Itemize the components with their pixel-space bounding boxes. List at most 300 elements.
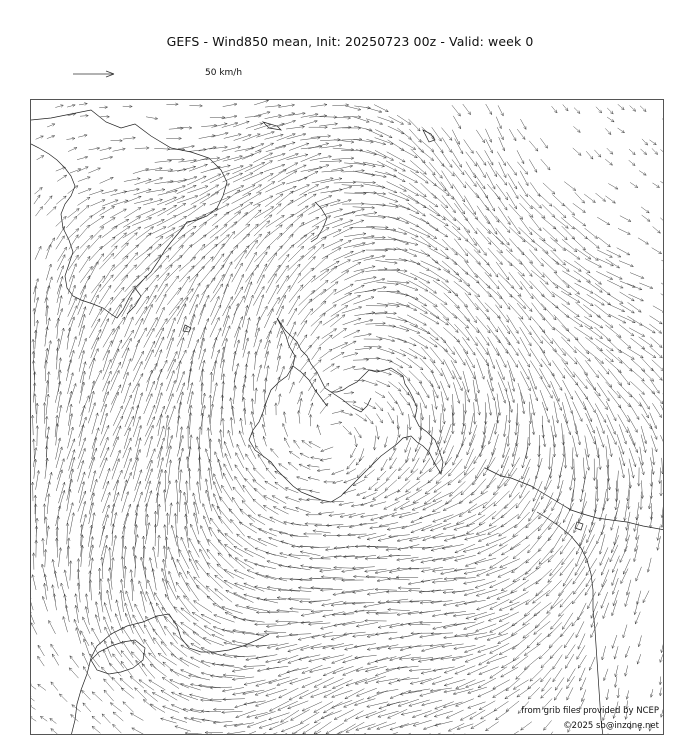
wind-arrow bbox=[35, 246, 41, 260]
wind-arrow bbox=[442, 404, 446, 424]
wind-arrow bbox=[211, 184, 230, 196]
wind-arrow bbox=[348, 733, 366, 735]
wind-arrow bbox=[253, 286, 264, 305]
wind-arrow bbox=[438, 734, 454, 735]
wind-arrow bbox=[478, 678, 496, 688]
wind-arrow bbox=[353, 405, 364, 410]
wind-arrow bbox=[289, 554, 310, 557]
wind-arrow bbox=[409, 700, 430, 707]
wind-arrow bbox=[265, 104, 281, 107]
wind-arrow bbox=[344, 233, 366, 237]
wind-arrow bbox=[397, 401, 404, 415]
wind-arrow bbox=[104, 679, 114, 691]
wind-arrow bbox=[224, 580, 244, 590]
wind-arrow bbox=[297, 205, 315, 218]
wind-arrow bbox=[542, 250, 558, 265]
wind-arrow bbox=[424, 709, 443, 717]
wind-arrow bbox=[487, 184, 500, 199]
wind-arrow bbox=[234, 570, 254, 579]
wind-arrow bbox=[643, 591, 649, 603]
wind-arrow bbox=[180, 572, 191, 591]
wind-arrow bbox=[31, 717, 36, 722]
wind-arrow bbox=[552, 391, 561, 411]
wind-arrow bbox=[56, 236, 65, 250]
wind-arrow bbox=[154, 148, 170, 151]
wind-arrow bbox=[234, 246, 249, 262]
wind-arrow bbox=[398, 467, 410, 479]
wind-arrow bbox=[485, 205, 499, 222]
wind-arrow bbox=[269, 677, 290, 684]
reference-arrow-icon bbox=[72, 66, 122, 82]
wind-arrow bbox=[56, 447, 63, 468]
wind-arrow bbox=[101, 413, 108, 434]
wind-arrow bbox=[520, 479, 530, 499]
wind-arrow bbox=[47, 372, 50, 393]
wind-arrow bbox=[240, 418, 244, 435]
wind-arrow bbox=[43, 403, 46, 424]
wind-arrow bbox=[397, 283, 418, 291]
wind-arrow bbox=[356, 622, 378, 627]
wind-arrow bbox=[122, 188, 139, 192]
wind-arrow bbox=[212, 244, 225, 262]
wind-arrow bbox=[343, 169, 365, 172]
wind-arrow bbox=[99, 592, 103, 613]
wind-arrow bbox=[428, 415, 431, 433]
wind-arrow bbox=[474, 173, 486, 189]
wind-arrow bbox=[441, 368, 450, 388]
wind-arrow bbox=[222, 231, 235, 249]
wind-arrow bbox=[34, 195, 40, 204]
wind-arrow bbox=[67, 104, 75, 107]
wind-arrow bbox=[512, 635, 529, 649]
wind-arrow bbox=[398, 699, 419, 706]
wind-arrow bbox=[529, 141, 538, 151]
wind-arrow bbox=[64, 570, 69, 589]
wind-arrow bbox=[342, 203, 364, 206]
wind-arrow bbox=[210, 296, 219, 316]
wind-arrow bbox=[593, 459, 596, 481]
wind-arrow bbox=[69, 457, 75, 478]
wind-arrow bbox=[398, 173, 418, 183]
wind-arrow bbox=[476, 151, 486, 165]
wind-arrow bbox=[647, 558, 651, 572]
wind-arrow bbox=[476, 130, 485, 143]
wind-arrow bbox=[506, 678, 520, 690]
wind-arrow bbox=[517, 162, 527, 175]
wind-arrow bbox=[310, 490, 320, 493]
wind-arrow bbox=[440, 381, 448, 400]
wind-arrow bbox=[499, 602, 519, 611]
wind-arrow bbox=[113, 148, 126, 151]
wind-arrow bbox=[319, 335, 332, 346]
wind-arrow bbox=[616, 471, 619, 492]
wind-arrow bbox=[162, 677, 179, 688]
wind-arrow bbox=[331, 633, 352, 640]
wind-arrow bbox=[342, 185, 364, 188]
wind-arrow bbox=[83, 703, 91, 712]
wind-arrow bbox=[410, 546, 432, 549]
wind-arrow bbox=[543, 183, 555, 194]
wind-arrow bbox=[488, 394, 492, 416]
wind-arrow bbox=[578, 655, 586, 668]
wind-arrow bbox=[535, 613, 551, 628]
wind-arrow bbox=[620, 216, 631, 222]
wind-arrow bbox=[231, 519, 245, 536]
wind-arrow bbox=[597, 383, 609, 401]
wind-arrow bbox=[476, 589, 497, 596]
wind-arrow bbox=[517, 687, 531, 697]
wind-arrow bbox=[113, 416, 123, 436]
wind-arrow bbox=[507, 315, 519, 334]
wind-arrow bbox=[102, 200, 118, 206]
wind-arrow bbox=[232, 677, 254, 681]
wind-arrow bbox=[184, 526, 189, 548]
wind-arrow bbox=[453, 445, 462, 465]
wind-arrow bbox=[88, 235, 101, 249]
wind-arrow bbox=[252, 374, 255, 391]
wind-arrow bbox=[334, 181, 356, 184]
wind-arrow bbox=[341, 262, 360, 273]
wind-arrow bbox=[629, 149, 635, 155]
wind-arrow bbox=[109, 547, 112, 569]
wind-arrow bbox=[661, 283, 664, 290]
wind-arrow bbox=[201, 710, 221, 713]
wind-arrow bbox=[409, 589, 431, 592]
wind-arrow bbox=[617, 688, 620, 698]
wind-arrow bbox=[343, 657, 364, 664]
wind-arrow bbox=[377, 689, 399, 694]
wind-arrow bbox=[624, 502, 628, 521]
wind-arrow bbox=[100, 437, 108, 458]
wind-arrow bbox=[283, 412, 286, 424]
map-panel[interactable] bbox=[30, 99, 664, 735]
wind-arrow bbox=[189, 235, 207, 248]
wind-arrow bbox=[565, 393, 573, 414]
wind-arrow bbox=[90, 558, 94, 580]
wind-arrow bbox=[444, 424, 451, 443]
wind-arrow bbox=[495, 193, 507, 210]
wind-arrow bbox=[32, 575, 36, 590]
wind-arrow bbox=[175, 726, 191, 732]
wind-arrow bbox=[322, 248, 341, 259]
wind-arrow bbox=[326, 723, 344, 734]
wind-arrow bbox=[642, 414, 652, 429]
wind-arrow bbox=[376, 612, 398, 615]
wind-arrow bbox=[121, 265, 136, 281]
wind-arrow bbox=[441, 337, 454, 355]
wind-arrow bbox=[111, 626, 121, 644]
wind-arrow bbox=[409, 645, 431, 648]
wind-arrow bbox=[455, 555, 476, 561]
wind-arrow bbox=[431, 545, 452, 551]
wind-arrow bbox=[113, 226, 130, 238]
wind-arrow bbox=[187, 215, 206, 227]
wind-arrow bbox=[232, 668, 254, 672]
wind-arrow bbox=[366, 249, 388, 252]
wind-arrow bbox=[124, 428, 131, 449]
wind-arrow bbox=[607, 304, 624, 312]
wind-arrow bbox=[66, 216, 77, 228]
wind-arrow bbox=[302, 665, 323, 673]
wind-arrow bbox=[619, 304, 634, 313]
wind-arrow bbox=[77, 583, 80, 602]
wind-arrow bbox=[57, 175, 66, 181]
wind-arrow bbox=[123, 105, 133, 108]
wind-arrow bbox=[662, 119, 664, 125]
wind-arrow bbox=[112, 535, 117, 557]
wind-arrow bbox=[596, 107, 602, 113]
wind-arrow bbox=[354, 427, 361, 438]
wind-arrow bbox=[113, 724, 122, 733]
wind-arrow bbox=[473, 402, 476, 424]
wind-arrow bbox=[564, 182, 576, 191]
wind-arrow bbox=[399, 140, 416, 150]
wind-arrow bbox=[319, 200, 340, 207]
wind-arrow bbox=[554, 315, 569, 331]
wind-arrow bbox=[115, 614, 123, 634]
wind-arrow bbox=[420, 218, 438, 231]
wind-arrow bbox=[498, 633, 518, 643]
wind-arrow bbox=[158, 535, 161, 557]
wind-arrow bbox=[573, 578, 585, 595]
wind-arrow bbox=[121, 233, 137, 248]
wind-arrow bbox=[298, 194, 317, 206]
wind-arrow bbox=[132, 728, 144, 735]
wind-arrow bbox=[453, 370, 463, 390]
wind-arrow bbox=[552, 491, 562, 511]
wind-arrow bbox=[641, 149, 647, 155]
wind-arrow bbox=[475, 581, 496, 589]
wind-arrow bbox=[594, 491, 597, 513]
wind-arrow bbox=[300, 185, 319, 196]
coastline-weddell-sea bbox=[293, 366, 327, 406]
wind-arrow bbox=[464, 579, 486, 584]
wind-arrow bbox=[222, 629, 244, 633]
wind-arrow bbox=[586, 544, 597, 563]
wind-arrow bbox=[143, 304, 152, 324]
wind-arrow bbox=[288, 256, 304, 271]
wind-arrow bbox=[179, 316, 187, 337]
wind-arrow bbox=[659, 688, 662, 696]
wind-arrow bbox=[376, 185, 397, 193]
wind-arrow bbox=[566, 645, 576, 659]
wind-arrow bbox=[292, 724, 310, 735]
wind-arrow bbox=[215, 452, 222, 471]
wind-arrow bbox=[229, 554, 246, 568]
wind-arrow bbox=[343, 489, 356, 494]
wind-arrow bbox=[464, 196, 475, 215]
wind-arrow bbox=[213, 383, 218, 403]
wind-arrow bbox=[443, 601, 465, 606]
wind-arrow bbox=[269, 733, 287, 735]
wind-arrow bbox=[629, 403, 639, 420]
wind-arrow bbox=[346, 722, 364, 732]
wind-arrow bbox=[519, 203, 533, 217]
wind-arrow bbox=[596, 193, 606, 201]
wind-arrow bbox=[586, 569, 596, 587]
wind-arrow bbox=[303, 723, 321, 734]
wind-arrow bbox=[408, 381, 418, 395]
wind-arrow bbox=[490, 599, 510, 609]
wind-arrow bbox=[497, 152, 506, 166]
wind-arrow bbox=[235, 274, 244, 294]
wind-arrow bbox=[374, 228, 396, 231]
wind-arrow bbox=[190, 283, 201, 302]
wind-arrow bbox=[311, 389, 317, 401]
wind-arrow bbox=[354, 289, 376, 293]
wind-arrow bbox=[521, 722, 532, 730]
wind-arrow bbox=[113, 406, 122, 426]
wind-arrow bbox=[378, 536, 398, 541]
wind-arrow bbox=[243, 224, 259, 240]
wind-arrow bbox=[337, 734, 355, 735]
wind-arrow bbox=[78, 177, 90, 182]
wind-arrow bbox=[581, 690, 586, 702]
wind-arrow bbox=[572, 611, 584, 626]
wind-arrow bbox=[435, 721, 453, 726]
wind-arrow bbox=[474, 613, 495, 620]
wind-arrow bbox=[320, 266, 337, 280]
wind-arrow bbox=[636, 567, 642, 581]
wind-arrow bbox=[78, 491, 86, 512]
wind-arrow bbox=[509, 458, 520, 477]
wind-arrow bbox=[553, 227, 567, 240]
wind-arrow bbox=[367, 591, 389, 595]
wind-arrow bbox=[408, 119, 420, 131]
wind-arrow bbox=[397, 567, 419, 570]
wind-arrow bbox=[488, 370, 494, 391]
data-source-credit: from grib files provided by NCEP bbox=[521, 706, 659, 716]
wind-arrow bbox=[210, 196, 230, 205]
wind-arrow bbox=[399, 512, 419, 518]
wind-arrow bbox=[562, 402, 568, 423]
wind-arrow bbox=[298, 488, 312, 491]
wind-arrow bbox=[478, 645, 499, 652]
wind-arrow bbox=[320, 383, 329, 393]
wind-arrow bbox=[541, 669, 552, 682]
wind-arrow bbox=[415, 436, 421, 452]
wind-arrow bbox=[136, 209, 155, 217]
wind-arrow bbox=[344, 271, 364, 280]
wind-arrow bbox=[308, 477, 320, 481]
wind-arrow bbox=[506, 701, 519, 711]
wind-arrow bbox=[607, 425, 617, 445]
wind-arrow bbox=[443, 523, 464, 530]
wind-arrow bbox=[399, 657, 421, 660]
wind-arrow bbox=[110, 663, 122, 676]
wind-arrow bbox=[529, 159, 537, 172]
wind-arrow bbox=[125, 407, 133, 428]
wind-arrow bbox=[409, 129, 421, 142]
wind-arrow bbox=[660, 654, 663, 662]
wind-arrow bbox=[660, 181, 664, 186]
wind-arrow bbox=[400, 349, 417, 358]
wind-arrow bbox=[597, 427, 605, 448]
wind-arrow bbox=[595, 327, 611, 341]
wind-arrow bbox=[275, 403, 278, 415]
wind-arrow bbox=[203, 504, 211, 525]
wind-arrow bbox=[65, 605, 69, 622]
wind-arrow bbox=[346, 469, 356, 474]
wind-arrow bbox=[277, 331, 283, 349]
wind-arrow bbox=[245, 645, 267, 648]
wind-arrow bbox=[375, 403, 383, 411]
wind-arrow bbox=[344, 478, 356, 483]
wind-arrow bbox=[642, 358, 654, 371]
wind-arrow bbox=[111, 200, 128, 206]
wind-arrow bbox=[574, 108, 580, 114]
wind-arrow bbox=[353, 589, 375, 594]
wind-arrow bbox=[78, 189, 91, 194]
wind-arrow bbox=[530, 394, 535, 416]
wind-arrow bbox=[366, 139, 385, 145]
wind-arrow bbox=[530, 349, 542, 367]
wind-arrow bbox=[139, 680, 154, 691]
wind-arrow bbox=[563, 280, 580, 294]
wind-arrow bbox=[318, 512, 334, 515]
wind-arrow bbox=[263, 389, 266, 404]
wind-arrow bbox=[343, 353, 358, 358]
wind-arrow bbox=[466, 612, 487, 619]
wind-arrow bbox=[163, 546, 166, 568]
wind-arrow bbox=[31, 415, 34, 435]
wind-arrow bbox=[31, 611, 35, 624]
wind-arrow bbox=[288, 701, 309, 709]
wind-arrow bbox=[82, 690, 91, 700]
wind-arrow bbox=[198, 304, 206, 325]
wind-arrow bbox=[144, 350, 154, 370]
wind-arrow bbox=[442, 281, 458, 296]
wind-arrow bbox=[309, 566, 331, 569]
wind-arrow bbox=[442, 644, 464, 648]
wind-arrow bbox=[312, 256, 328, 271]
wind-arrow bbox=[453, 613, 475, 617]
wind-arrow bbox=[421, 347, 435, 363]
wind-arrow bbox=[551, 381, 560, 401]
wind-arrow bbox=[497, 127, 503, 140]
wind-arrow bbox=[133, 168, 149, 173]
wind-arrow bbox=[501, 658, 519, 668]
wind-arrow bbox=[376, 381, 390, 387]
wind-arrow bbox=[397, 557, 419, 561]
wind-arrow bbox=[455, 666, 475, 674]
wind-arrow bbox=[630, 273, 644, 279]
wind-arrow bbox=[606, 401, 616, 421]
wind-arrow bbox=[467, 666, 487, 675]
wind-arrow bbox=[637, 734, 640, 735]
wind-arrow bbox=[544, 720, 552, 730]
wind-arrow bbox=[56, 167, 66, 171]
wind-arrow bbox=[642, 348, 656, 358]
wind-arrow bbox=[152, 693, 168, 702]
wind-arrow bbox=[218, 439, 223, 458]
wind-arrow bbox=[157, 360, 167, 380]
wind-arrow bbox=[541, 159, 550, 170]
wind-arrow bbox=[310, 557, 331, 560]
wind-arrow bbox=[43, 583, 46, 599]
wind-arrow bbox=[537, 632, 552, 645]
wind-arrow bbox=[510, 600, 529, 610]
wind-arrow bbox=[509, 239, 524, 255]
wind-arrow bbox=[133, 383, 139, 404]
wind-arrow bbox=[553, 327, 570, 341]
wind-arrow bbox=[540, 347, 551, 366]
wind-arrow bbox=[478, 501, 495, 514]
wind-arrow bbox=[638, 635, 642, 646]
wind-arrow bbox=[497, 394, 501, 416]
wind-arrow bbox=[595, 283, 610, 295]
wind-arrow bbox=[575, 358, 588, 376]
